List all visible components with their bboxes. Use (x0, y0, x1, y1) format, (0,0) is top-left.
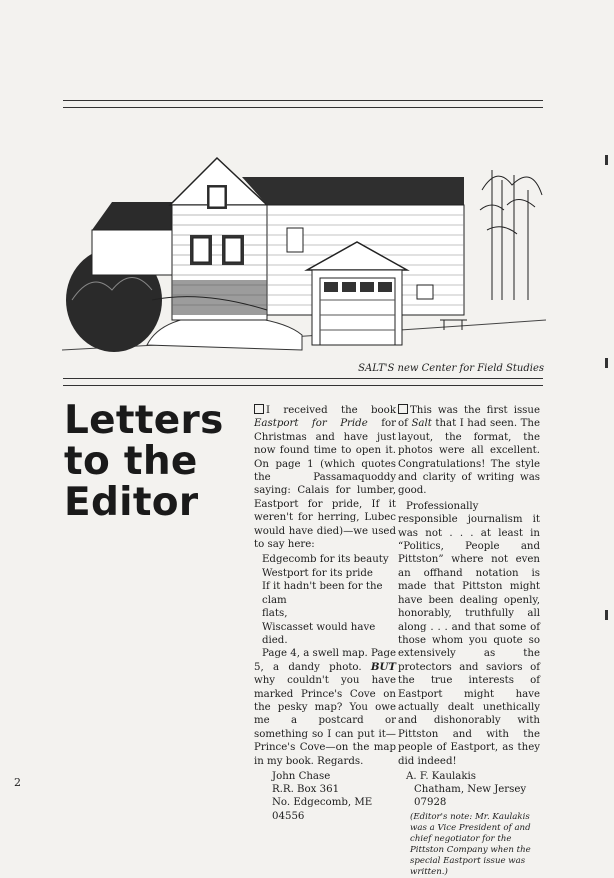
title-line-2: to the (64, 439, 198, 484)
binding-mark (605, 155, 608, 165)
letter-paragraph: This was the first issue of Salt that I had seen. The layout, the format, the photos were all excellent. Congratulations! The style and clarity of writing was good. (398, 405, 540, 497)
letter-paragraph: Professionally responsible journalism it was not . . . at least in “Politics, People and Pittston” where not even an offhand notation is made that Pittston might have been dealing openly, honorably, truthfully all along . . . and that some of those whom you quote so extensively as the protectors and saviors of the true interests of Eastport might have actually dealt unethically and dishonorably with Pittston and with the people of Eastport, as they did indeed! (398, 500, 540, 767)
letter-chase (254, 404, 396, 823)
top-double-rule (63, 100, 543, 108)
emphasis-but: BUT (370, 660, 396, 673)
letter-paragraph: I received the book Eastport for Pride for Christmas and have just now found time to open it. On page 1 (which quotes the Passamaquoddy saying: Calais for lumber, Eastport for pride, If it weren't for herring, Lubec would have died)—we used to say here: (254, 405, 396, 551)
book-title: Eastport for Pride (254, 418, 368, 430)
signature-block: John Chase R.R. Box 361 No. Edgecomb, ME 04556 (272, 770, 373, 822)
checkbox-bullet-icon (254, 404, 264, 414)
letter-kaulakis (398, 404, 540, 878)
title-line-3: Editor (64, 480, 199, 525)
editors-note: (Editor's note: Mr. Kaulakis was a Vice President of and chief negotiator for the Pittston Company when the special Eastport issue was written.) (410, 811, 531, 877)
page-number: 2 (14, 776, 21, 789)
title-line-1: Letters (64, 398, 224, 443)
page-title (64, 400, 244, 523)
section-double-rule (63, 378, 543, 386)
quoted-verse: Edgecomb for its beauty Westport for its pride If it hadn't been for the clam flats, Wiscasset would have died. (262, 554, 389, 646)
signature-block: A. F. Kaulakis Chatham, New Jersey 07928 (406, 770, 527, 809)
magazine-name: Salt (411, 418, 432, 430)
binding-mark (605, 610, 608, 620)
binding-mark (605, 358, 608, 368)
illustration-caption: SALT'S new Center for Field Studies (358, 363, 544, 374)
house-illustration (62, 150, 546, 360)
letter-paragraph: Page 4, a swell map. Page 5, a dandy photo. BUT why couldn't you have marked Prince's Cove on the pesky map? You owe me a postcard or something so I can put it—Prince's Cove—on the map in my book. Regards. (254, 648, 397, 767)
checkbox-bullet-icon (398, 404, 408, 414)
